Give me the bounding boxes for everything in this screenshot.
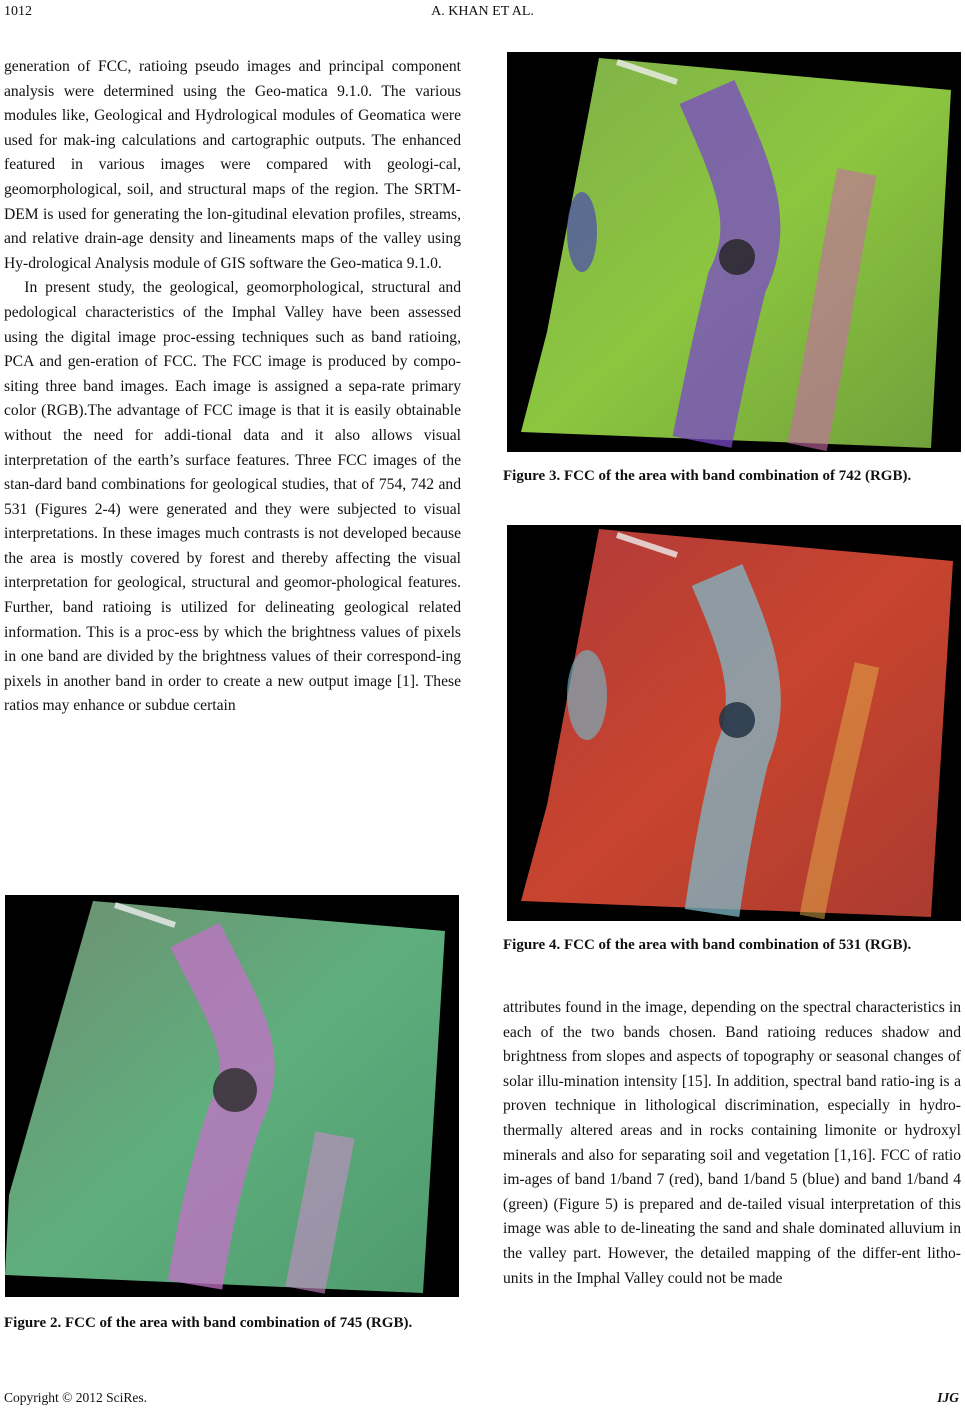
- right-paragraph-1: attributes found in the image, depending on the spectral characteristics in each of the two bands chosen. Band ratioing reduces shadow and brightness from slopes and aspects of topography or seasonal changes of solar illu-mination intensity [15]. In addition, spectral band ratio-ing is a proven technique in lithological discrimination, especially in hydro-thermally altered areas and in rocks containing limonite or hydroxyl minerals and also for separating soil and vegetation [1,16]. FCC of ratio im-ages of band 1/band 7 (red), band 1/band 5 (blue) and band 1/band 4 (green) (Figure 5) is prepared and de-tailed visual interpretation of this image was able to de-lineating the sand and shale dominated alluvium in the valley part. However, the detailed mapping of the differ-ent litho-units in the Imphal Valley could not be made: [503, 999, 961, 1287]
- journal-abbrev: IJG: [937, 1390, 959, 1405]
- right-column-text: [503, 996, 961, 1291]
- copyright: Copyright © 2012 SciRes.: [4, 1390, 148, 1405]
- left-paragraph-1: generation of FCC, ratioing pseudo images and principal component analysis were determined using the Geo-matica 9.1.0. The various modules like, Geological and Hydrological modules of Geomatica were used for mak-ing calculations and cartographic outputs. The enhanced featured in various images were compared with geologi-cal, geomorphological, soil, and structural maps of the region. The SRTM-DEM is used for generating the lon-gitudinal elevation profiles, streams, and relative drain-age density and lineaments maps of the valley using Hy-drological Analysis module of GIS software the Geo-matica 9.1.0.: [4, 58, 461, 272]
- left-column-text: [4, 55, 461, 719]
- running-title: A. KHAN ET AL.: [431, 4, 534, 19]
- left-paragraph-2: In present study, the geological, geomorphological, structural and pedological characteristics of the Imphal Valley have been assessed using the digital image proc-essing techniques such as band ratioing, PCA and gen-eration of FCC. The FCC image is produced by compo-siting three band images. Each image is assigned a sepa-rate primary color (RGB).The advantage of FCC image is that it is easily obtainable without the need for addi-tional data and it also allows visual interpretation of the earth’s surface features. Three FCC images of the stan-dard band combinations for geological studies, that of 754, 742 and 531 (Figures 2-4) were generated and they were subjected to visual interpretations. In these images much contrasts is not developed because the area is mostly covered by forest and thereby affecting the visual interpretation for geological, structural and geomor-phological features. Further, band ratioing is utilized for delineating geological related information. This is a proc-ess by which the brightness values of pixels in one band are divided by the brightness values of their correspond-ing pixels in another band in order to create a new output image [1]. These ratios may enhance or subdue certain: [4, 279, 461, 715]
- figure-3-image: [507, 52, 961, 452]
- figure-2-caption: Figure 2. FCC of the area with band combination of 745 (RGB).: [4, 1315, 413, 1331]
- figure-3-caption: Figure 3. FCC of the area with band combination of 742 (RGB).: [503, 468, 912, 484]
- figure-2-image: [5, 895, 459, 1297]
- figure-4-caption: Figure 4. FCC of the area with band combination of 531 (RGB).: [503, 937, 912, 953]
- figure-4-image: [507, 525, 961, 921]
- page-number: 1012: [4, 4, 32, 19]
